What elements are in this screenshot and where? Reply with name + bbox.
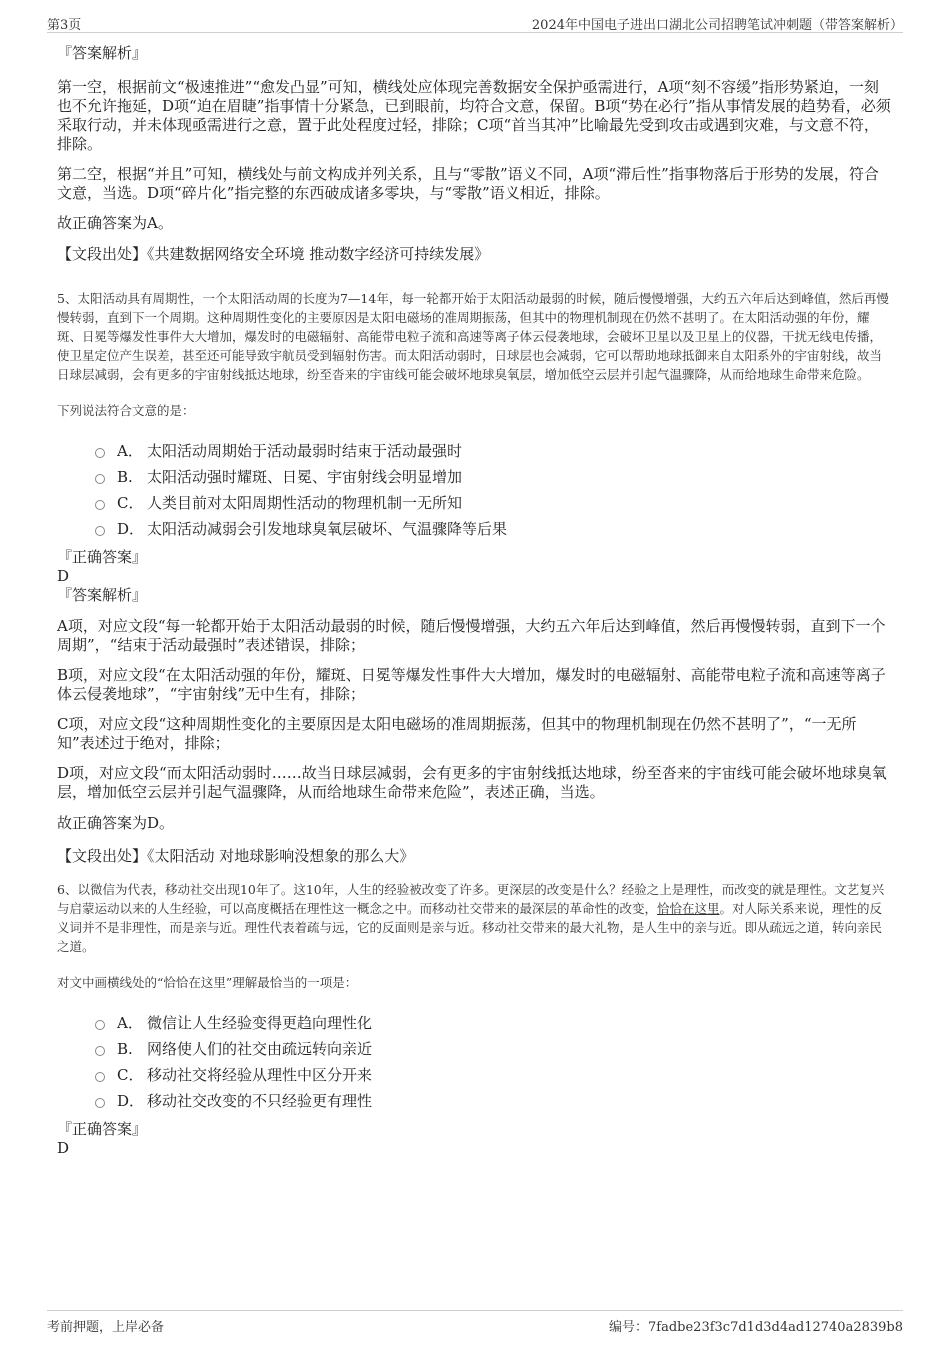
radio-icon[interactable] <box>95 526 105 536</box>
q5-option-b[interactable]: B. 太阳活动强时耀斑、日冕、宇宙射线会明显增加 <box>95 464 893 490</box>
q5-analysis-b: B项，对应文段“在太阳活动强的年份，耀斑、日冕等爆发性事件大大增加，爆发时的电磁辐射、高能带电粒子流和高速等离子体云侵袭地球”，“宇宙射线”无中生有，排除； <box>57 666 886 703</box>
q5-analysis-label: 『答案解析』 <box>57 586 148 604</box>
q5-answer-label: 『正确答案』 <box>57 548 148 566</box>
q4-analysis-label: 『答案解析』 <box>57 44 148 62</box>
q6-option-b[interactable]: B. 网络使人们的社交由疏远转向亲近 <box>95 1036 893 1062</box>
q5-analysis-d: D项，对应文段“而太阳活动弱时……故当日球层减弱，会有更多的宇宙射线抵达地球，纷至沓来的宇宙线可能会破坏地球臭氧层，增加低空云层并引起气温骤降，从而给地球生命带来危险”，表述正确，当选。 <box>57 764 887 801</box>
q4-conclusion: 故正确答案为A。 <box>57 214 173 232</box>
q6-option-d[interactable]: D． 移动社交改变的不只经验更有理性 <box>95 1088 893 1114</box>
q5-option-c[interactable]: C． 人类目前对太阳周期性活动的物理机制一无所知 <box>95 490 893 516</box>
q5-conclusion: 故正确答案为D。 <box>57 814 175 832</box>
q5-options <box>95 438 893 542</box>
q5-option-d[interactable]: D． 太阳活动减弱会引发地球臭氧层破坏、气温骤降等后果 <box>95 516 893 542</box>
q6-question: 对文中画横线处的“恰恰在这里”理解最恰当的一项是： <box>57 975 358 990</box>
q5-analysis-a: A项，对应文段“每一轮都开始于太阳活动最弱的时候，随后慢慢增强，大约五六年后达到峰值，然后再慢慢转弱，直到下一个周期”，“结束于活动最强时”表述错误，排除； <box>57 617 886 654</box>
q5-question: 下列说法符合文意的是： <box>57 403 195 418</box>
radio-icon[interactable] <box>95 474 105 484</box>
q4-source: 【文段出处】《共建数据网络安全环境 推动数字经济可持续发展》 <box>57 245 490 263</box>
radio-icon[interactable] <box>95 1020 105 1030</box>
q5-source: 【文段出处】《太阳活动 对地球影响没想象的那么大》 <box>57 847 415 865</box>
q6-passage: 6、以微信为代表，移动社交出现10年了。这10年，人生的经验被改变了许多。更深层的改变是什么？经验之上是理性，而改变的就是理性。文艺复兴与启蒙运动以来的人生经验，可以高度概括在理性这一概念之中。而移动社交带来的最深层的革命性的改变，恰恰在这里。对人际关系来说，理性的反义词并不是非理性，而是亲与近。理性代表着疏与远，它的反面则是亲与近。移动社交带来的最大礼物，是人生中的亲与近。即从疏远之道，转向亲民之道。 <box>57 882 885 954</box>
q6-option-a[interactable]: A． 微信让人生经验变得更趋向理性化 <box>95 1010 893 1036</box>
page-body <box>57 44 893 1158</box>
q5-answer: D <box>57 567 70 585</box>
q5-passage: 5、太阳活动具有周期性，一个太阳活动周的长度为7—14年，每一轮都开始于太阳活动最弱的时候，随后慢慢增强，大约五六年后达到峰值，然后再慢慢转弱，直到下一个周期。这种周期性变化的主要原因是太阳电磁场的准周期振荡，但其中的物理机制现在仍然不甚明了。在太阳活动强的年份，耀斑、日冕等爆发性事件大大增加，爆发时的电磁辐射、高能带电粒子流和高速等离子体云侵袭地球，会破坏卫星以及卫星上的仪器，干扰无线电传播，使卫星定位产生误差，甚至还可能导致宇航员受到辐射伤害。而太阳活动弱时，日球层也会减弱，它可以帮助地球抵御来自太阳系外的宇宙射线，故当日球层减弱，会有更多的宇宙射线抵达地球，纷至沓来的宇宙线可能会破坏地球臭氧层，增加低空云层并引起气温骤降，从而给地球生命带来危险。 <box>57 291 889 382</box>
q4-analysis-p1: 第一空，根据前文“极速推进”“愈发凸显”可知，横线处应体现完善数据安全保护亟需进行，A项“刻不容缓”指形势紧迫，一刻也不允许拖延，D项“迫在眉睫”指事情十分紧急，已到眼前，均符合文意，保留。B项“势在必行”指从事情发展的趋势看，必须采取行动，并未体现亟需进行之意，置于此处程度过轻，排除；C项“首当其冲”比喻最先受到攻击或遇到灾难，与文意不符，排除。 <box>57 78 891 153</box>
page-footer <box>47 1310 903 1337</box>
footer-slogan: 考前押题，上岸必备 <box>47 1320 165 1335</box>
q5-analysis-c: C项，对应文段“这种周期性变化的主要原因是太阳电磁场的准周期振荡，但其中的物理机制现在仍然不甚明了”，“一无所知”表述过于绝对，排除； <box>57 715 857 752</box>
radio-icon[interactable] <box>95 1098 105 1108</box>
q6-answer: D <box>57 1139 70 1157</box>
underlined-phrase: 恰恰在这里 <box>657 901 720 916</box>
radio-icon[interactable] <box>95 1072 105 1082</box>
page-number: 第3页 <box>47 18 82 33</box>
q5-option-a[interactable]: A． 太阳活动周期始于活动最弱时结束于活动最强时 <box>95 438 893 464</box>
q6-option-c[interactable]: C． 移动社交将经验从理性中区分开来 <box>95 1062 893 1088</box>
page-header <box>47 12 903 33</box>
q6-answer-label: 『正确答案』 <box>57 1120 148 1138</box>
radio-icon[interactable] <box>95 448 105 458</box>
document-code: 编号：7fadbe23f3c7d1d3d4ad12740a2839b8 <box>609 1320 903 1335</box>
radio-icon[interactable] <box>95 500 105 510</box>
radio-icon[interactable] <box>95 1046 105 1056</box>
q4-analysis-p2: 第二空，根据“并且”可知，横线处与前文构成并列关系，且与“零散”语义不同，A项“滞后性”指事物落后于形势的发展，符合文意，当选。D项“碎片化”指完整的东西破成诸多零块，与“零散”语义相近，排除。 <box>57 165 879 202</box>
q6-options <box>95 1010 893 1114</box>
document-title: 2024年中国电子进出口湖北公司招聘笔试冲刺题（带答案解析） <box>531 18 903 33</box>
